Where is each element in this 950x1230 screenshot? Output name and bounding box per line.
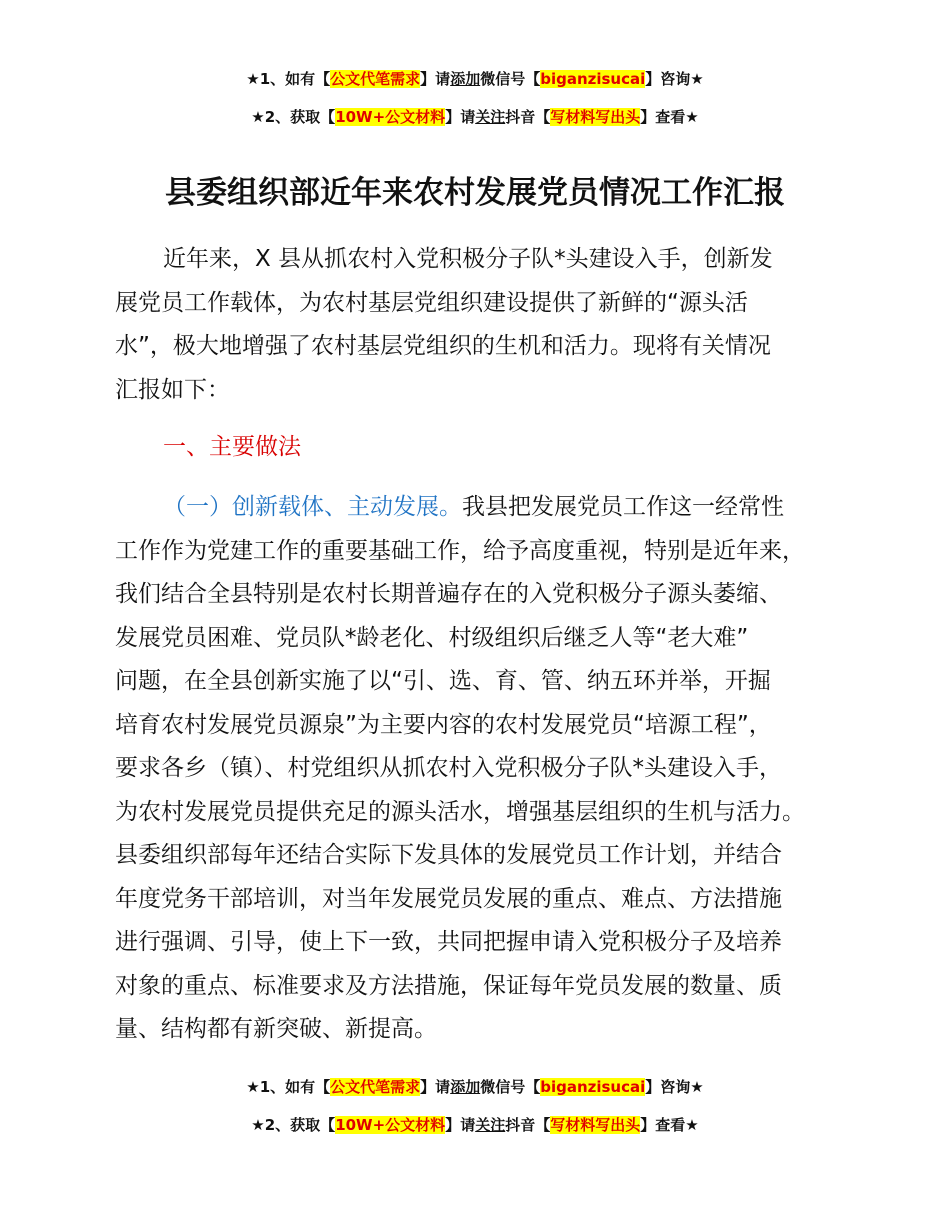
banner-text: 抖音【 xyxy=(505,108,551,126)
text-line xyxy=(115,486,845,530)
banner-text: 微信号【 xyxy=(480,70,541,88)
banner-text: ★2、获取【 xyxy=(251,1116,336,1134)
banner-text: ★1、如有【 xyxy=(246,1078,331,1096)
banner-text: 抖音【 xyxy=(505,1116,551,1134)
text-line: 展党员工作载体，为农村基层党组织建设提供了新鲜的“源头活 xyxy=(115,289,748,316)
banner-highlight: 写材料写出头 xyxy=(550,1116,641,1134)
subsection-heading: （一）创新载体、主动发展。 xyxy=(163,494,462,520)
text-line: 要求各乡（镇）、村党组织从抓农村入党积极分子队*头建设入手， xyxy=(115,755,782,781)
banner-highlight: 10W+公文材料 xyxy=(335,1116,446,1134)
section-heading xyxy=(115,426,845,470)
text-line: 进行强调、引导，使上下一致，共同把握申请入党积极分子及培养 xyxy=(115,929,782,955)
document-title: 县委组织部近年来农村发展党员情况工作汇报 xyxy=(165,175,785,211)
banner-underlined: 添加 xyxy=(450,70,481,88)
banner-highlight: 10W+公文材料 xyxy=(335,108,446,126)
text-line: 量、结构都有新突破、新提高。 xyxy=(115,1016,437,1042)
text-line: 汇报如下： xyxy=(115,376,230,403)
banner-underlined: 添加 xyxy=(450,1078,481,1096)
banner-underlined: 关注 xyxy=(475,108,506,126)
text-line: 近年来，X 县从抓农村入党积极分子队*头建设入手，创新发 xyxy=(163,246,773,272)
text-line: 问题，在全县创新实施了以“引、选、育、管、纳五环并举，开掘 xyxy=(115,668,771,694)
banner-underlined: 关注 xyxy=(475,1116,506,1134)
banner-text: 】查看★ xyxy=(640,1116,699,1134)
banner-text: ★2、获取【 xyxy=(251,108,336,126)
banner-highlight: 写材料写出头 xyxy=(550,108,641,126)
bottom-banner-line-1 xyxy=(0,1076,950,1098)
banner-text: 】咨询★ xyxy=(645,70,704,88)
top-banner-line-2 xyxy=(0,106,950,128)
text-line: 县委组织部每年还结合实际下发具体的发展党员工作计划，并结合 xyxy=(115,842,782,868)
text-line: 水”，极大地增强了农村基层党组织的生机和活力。现将有关情况 xyxy=(115,333,771,359)
banner-text: 】请 xyxy=(445,1116,476,1134)
text-line: 为农村发展党员提供充足的源头活水，增强基层组织的生机与活力。 xyxy=(115,798,805,825)
banner-highlight: biganzisucai xyxy=(540,70,646,88)
banner-highlight: 公文代笔需求 xyxy=(330,1078,421,1096)
subsection-paragraph xyxy=(115,486,845,1052)
banner-text: 】请 xyxy=(420,70,451,88)
text-line: 年度党务干部培训，对当年发展党员发展的重点、难点、方法措施 xyxy=(115,885,782,912)
section-heading-text: 一、主要做法 xyxy=(163,434,301,460)
text-line: 培育农村发展党员源泉”为主要内容的农村发展党员“培源工程”， xyxy=(115,711,772,738)
text-line: 工作作为党建工作的重要基础工作，给予高度重视，特别是近年来， xyxy=(115,537,805,564)
banner-highlight: 公文代笔需求 xyxy=(330,70,421,88)
banner-text: 微信号【 xyxy=(480,1078,541,1096)
text-run: 我县把发展党员工作这一经常性 xyxy=(462,494,784,520)
banner-highlight: biganzisucai xyxy=(540,1078,646,1096)
banner-text: 】请 xyxy=(420,1078,451,1096)
bottom-banner-line-2 xyxy=(0,1114,950,1136)
banner-text: 】咨询★ xyxy=(645,1078,704,1096)
text-line: 发展党员困难、党员队*龄老化、村级组织后继乏人等“老大难” xyxy=(115,624,749,651)
banner-text: 】请 xyxy=(445,108,476,126)
top-banner-line-1 xyxy=(0,68,950,90)
banner-text: 】查看★ xyxy=(640,108,699,126)
banner-text: ★1、如有【 xyxy=(246,70,331,88)
intro-paragraph xyxy=(115,238,845,412)
text-line: 对象的重点、标准要求及方法措施，保证每年党员发展的数量、质 xyxy=(115,972,782,999)
text-line: 我们结合全县特别是农村长期普遍存在的入党积极分子源头萎缩、 xyxy=(115,581,782,607)
